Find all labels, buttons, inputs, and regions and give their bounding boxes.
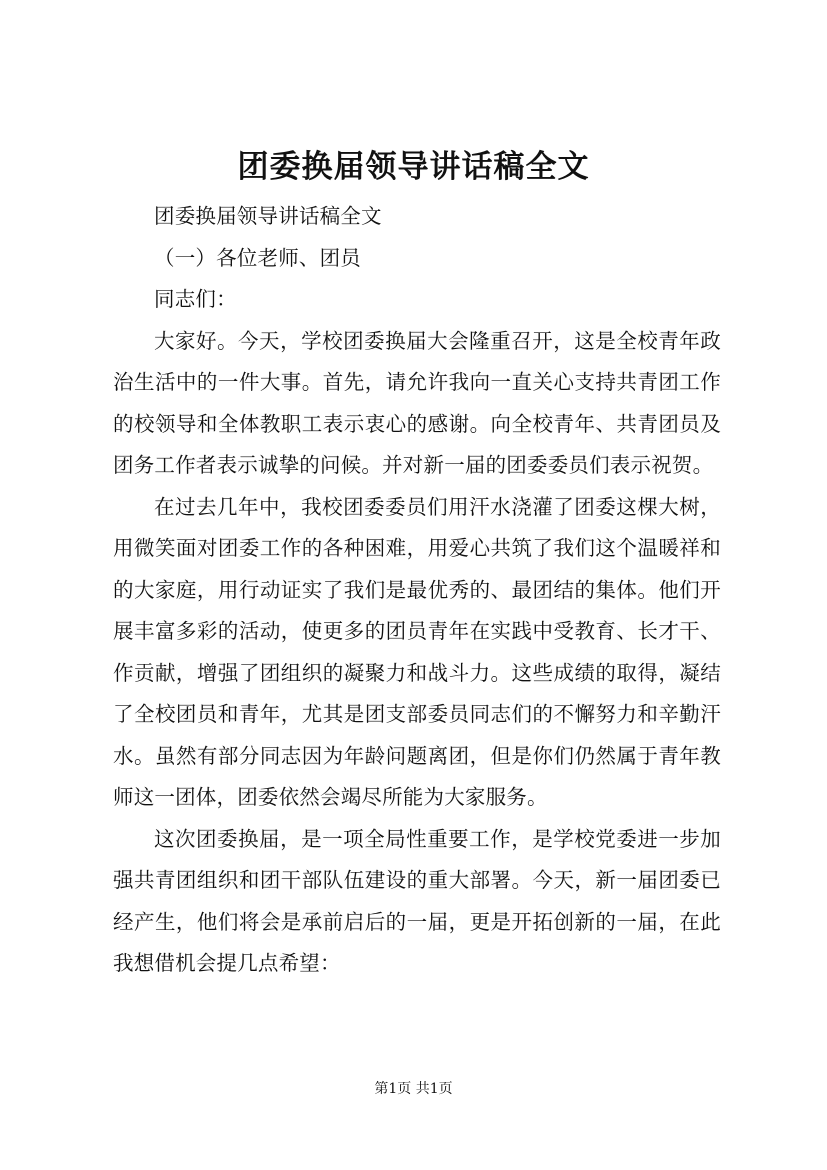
document-title: 团委换届领导讲话稿全文 <box>237 149 590 185</box>
paragraph-subtitle: 团委换届领导讲话稿全文 <box>154 204 382 228</box>
paragraph-review: 在过去几年中，我校团委委员们用汗水浇灌了团委这棵大树，用微笑面对团委工作的各种困难，用爱心共筑了我们这个温暖祥和的大家庭，用行动证实了我们是最优秀的、最团结的集体。他们开展丰富多彩的活动，使更多的团员青年在实践中受教育、长才干、作贡献，增强了团组织的凝聚力和战斗力。这些成绩的取得，凝结了全校团员和青年，尤其是团支部委员同志们的不懈努力和辛勤汗水。虽然有部分同志因为年龄问题离团，但是你们仍然属于青年教师这一团体，团委依然会竭尽所能为大家服务。 <box>113 494 721 809</box>
paragraph-salutation-line-2: 同志们： <box>154 287 237 311</box>
paragraph-greeting: 大家好。今天，学校团委换届大会隆重召开，这是全校青年政治生活中的一件大事。首先，请允许我向一直关心支持共青团工作的校领导和全体教职工表示衷心的感谢。向全校青年、共青团员及团务工作者表示诚挚的问候。并对新一届的团委委员们表示祝贺。 <box>113 328 721 477</box>
document-body <box>113 196 721 985</box>
page-number-footer: 第1页 共1页 <box>374 1081 453 1097</box>
paragraph-salutation-line-1: （一）各位老师、团员 <box>154 245 361 270</box>
paragraph-hopes: 这次团委换届，是一项全局性重要工作，是学校党委进一步加强共青团组织和团干部队伍建设的重大部署。今天，新一届团委已经产生，他们将会是承前启后的一届，更是开拓创新的一届，在此我想借机会提几点希望： <box>113 826 721 975</box>
